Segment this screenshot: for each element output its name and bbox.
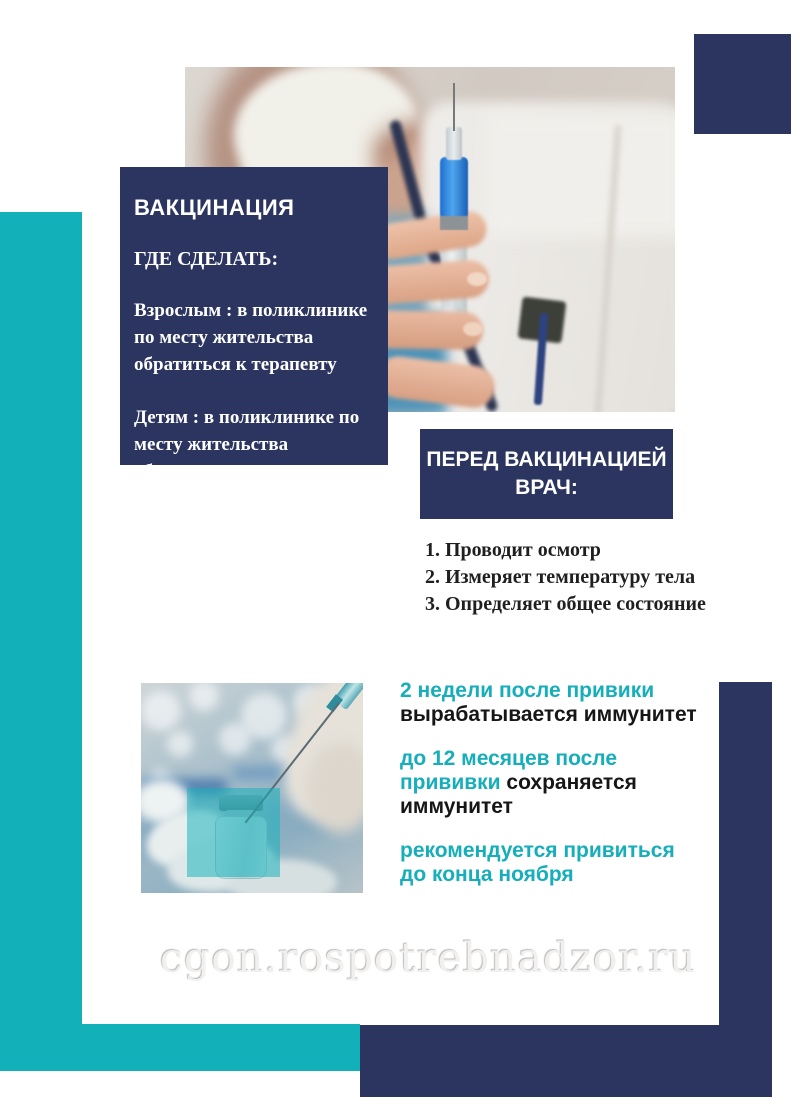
highlight-text: до конца ноября	[400, 863, 574, 886]
bokeh-circle	[219, 723, 251, 755]
bokeh-circle	[167, 731, 193, 757]
teal-overlay-square	[187, 788, 280, 877]
navy-corner-square	[694, 34, 791, 134]
white-coat-shape	[485, 112, 675, 237]
immunity-paragraph-2	[400, 747, 715, 819]
where-to-do-subtitle: ГДЕ СДЕЛАТЬ:	[134, 248, 279, 270]
vaccination-title: ВАКЦИНАЦИЯ	[134, 195, 295, 220]
syringe-needle-shape	[453, 83, 455, 131]
doctor-steps-list	[425, 537, 706, 618]
plain-text: иммунитет	[400, 795, 513, 818]
before-vaccination-title-line2: ВРАЧ:	[515, 476, 578, 499]
navy-bottom-bar	[360, 1025, 772, 1097]
highlight-text: прививки	[400, 771, 501, 794]
syringe-plunger-shape	[440, 216, 468, 230]
watermark-text: cgon.rospotrebnadzor.ru	[160, 934, 697, 982]
immunity-paragraph-1	[400, 679, 715, 727]
highlight-text: 2 недели после привики	[400, 679, 655, 702]
before-vaccination-title-line1: ПЕРЕД ВАКЦИНАЦИЕЙ	[426, 448, 667, 471]
text-line: Детям : в поликлинике по	[134, 407, 360, 428]
text-line: обратиться к терапевту	[134, 354, 337, 375]
fingernail-shape	[467, 272, 487, 286]
highlight-text: до 12 месяцев после	[400, 747, 618, 770]
bokeh-circle	[141, 691, 181, 731]
list-item: 1. Проводит осмотр	[425, 539, 601, 561]
photo-vial-syringe	[141, 683, 363, 893]
plain-text: вырабатывается иммунитет	[400, 703, 697, 726]
list-item: 3. Определяет общее состояние	[425, 593, 706, 615]
teal-sidebar-bar	[0, 212, 82, 1024]
immunity-text-block	[400, 679, 715, 907]
teal-bottom-band	[0, 1024, 360, 1071]
syringe-hub-shape	[446, 127, 462, 160]
plain-text: сохраняется	[506, 771, 637, 794]
list-item: 2. Измеряет температуру тела	[425, 566, 696, 588]
text-line: Взрослым : в поликлинике	[134, 300, 368, 321]
highlight-text: рекомендуется привиться	[400, 839, 675, 862]
text-line: обратиться к педиатру	[134, 461, 330, 482]
text-line: месту жительства	[134, 434, 289, 455]
fingernail-shape	[463, 322, 483, 336]
immunity-paragraph-3	[400, 839, 715, 887]
children-instructions	[134, 404, 374, 485]
syringe-blue-liquid-shape	[440, 157, 468, 219]
bokeh-circle	[189, 683, 219, 711]
vaccination-info-box	[120, 167, 388, 482]
before-vaccination-box	[420, 429, 673, 519]
adults-instructions	[134, 297, 374, 378]
text-line: по месту жительства	[134, 327, 314, 348]
